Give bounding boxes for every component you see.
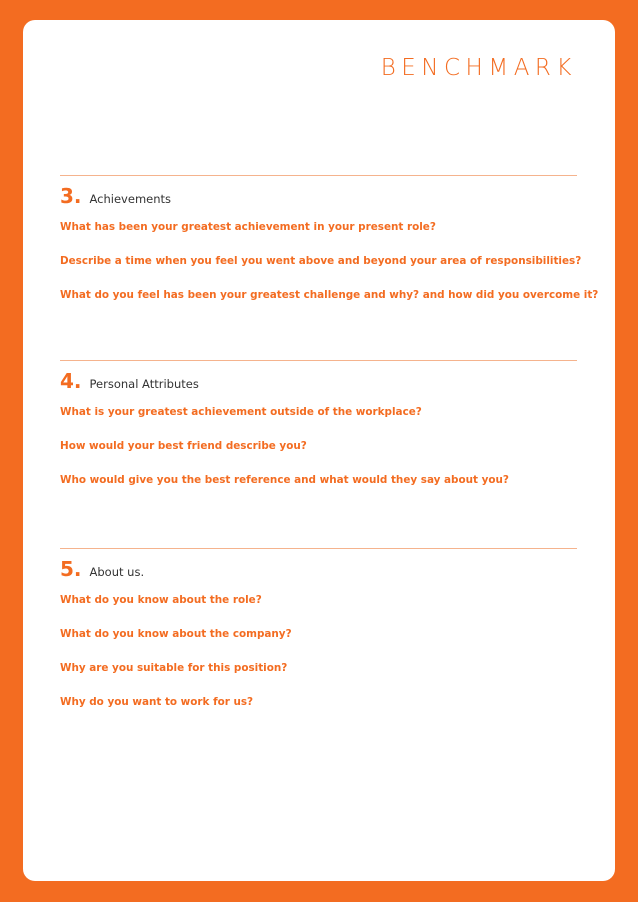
brand-logo: BENCHMARK [380, 55, 577, 81]
section-divider [60, 360, 577, 361]
section-achievements [60, 175, 599, 322]
section-heading [60, 371, 577, 397]
section-number: 5. [60, 557, 82, 581]
section-number: 4. [60, 369, 82, 393]
section-title: About us. [89, 565, 145, 579]
question-item: Describe a time when you feel you went above and beyond your area of responsibilities? [60, 255, 582, 267]
section-title: Achievements [89, 192, 172, 206]
section-personal-attributes [60, 360, 577, 507]
section-divider [60, 175, 577, 176]
document-page [23, 20, 615, 881]
question-item: What do you know about the role? [60, 594, 262, 606]
question-item: Why are you suitable for this position? [60, 662, 288, 674]
question-item: What do you feel has been your greatest challenge and why? and how did you overcome it? [60, 289, 599, 301]
question-item: Why do you want to work for us? [60, 696, 254, 708]
section-divider [60, 548, 577, 549]
question-item: What do you know about the company? [60, 628, 292, 640]
section-number: 3. [60, 184, 82, 208]
question-item: Who would give you the best reference and what would they say about you? [60, 474, 509, 486]
question-list [60, 220, 599, 322]
section-about-us [60, 548, 577, 729]
question-item: What is your greatest achievement outside of the workplace? [60, 406, 422, 418]
question-item: How would your best friend describe you? [60, 440, 307, 452]
section-heading [60, 186, 577, 212]
question-item: What has been your greatest achievement in your present role? [60, 221, 436, 233]
section-title: Personal Attributes [89, 377, 199, 391]
section-heading [60, 559, 577, 585]
question-list [60, 593, 577, 729]
question-list [60, 405, 577, 507]
